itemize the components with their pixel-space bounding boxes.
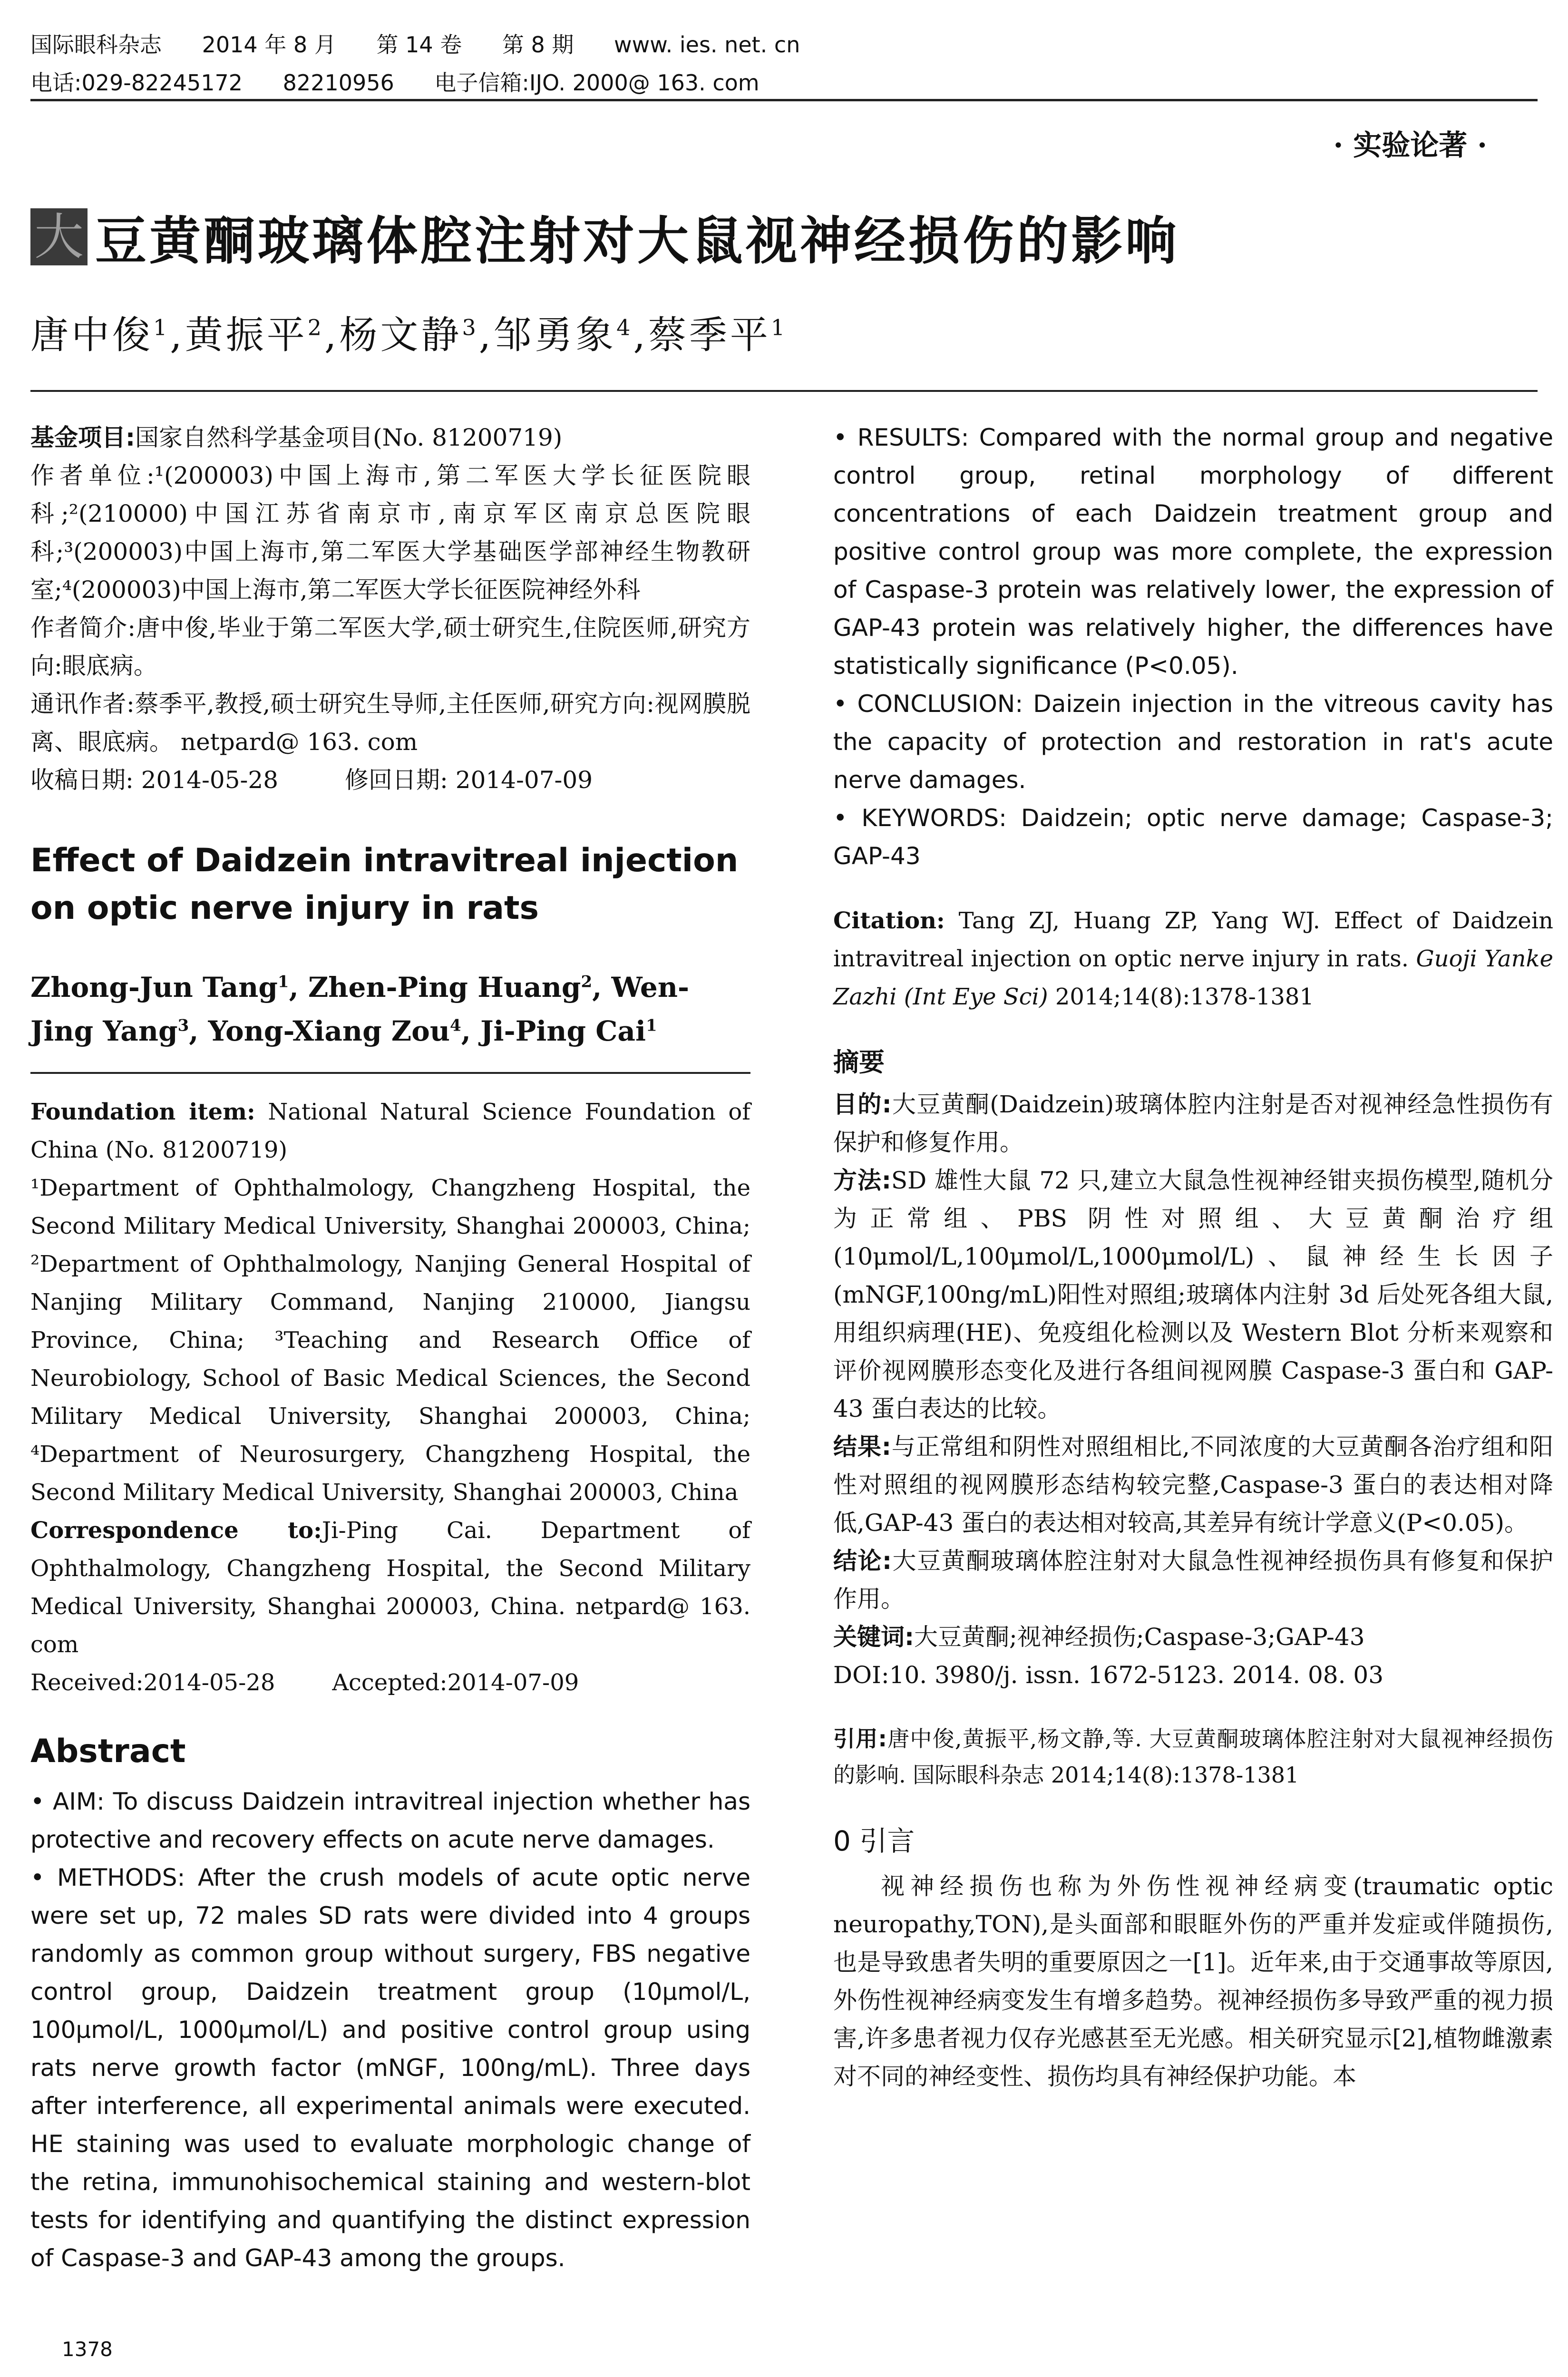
bio-text: 唐中俊,毕业于第二军医大学,硕士研究生,住院医师,研究方向:眼底病。 — [30, 614, 750, 680]
affil-label: 作者单位: — [30, 462, 155, 489]
citation-cn-text: 唐中俊,黄振平,杨文静,等. 大豆黄酮玻璃体腔注射对大鼠视神经损伤的影响. 国际眼科杂志 2014;14(8):1378-1381 — [833, 1726, 1553, 1788]
title-en: Effect of Daidzein intravitreal injection on optic nerve injury in rats — [30, 842, 739, 927]
corr-en-label: Correspondence to: — [30, 1517, 322, 1544]
abstract-aim: • AIM: To discuss Daidzein intravitreal injection whether has protective and recovery effects on acute nerve damages. — [30, 1788, 750, 1853]
fund-text: 国家自然科学基金项目(No. 81200719) — [135, 424, 563, 451]
methods-text: SD 雄性大鼠 72 只,建立大鼠急性视神经钳夹损伤模型,随机分为正常组、PBS 阴性对照组、大豆黄酮治疗组(10μmol/L,100μmol/L,1000μmol/L)、鼠神经生长因子(mNGF,100ng/mL)阳性对照组;玻璃体内注射 3d 后处死各组大鼠,用组织病理(HE)、免疫组化检测以及 Western Blot 分析来观察和评价视网膜形态变化及进行各组间视网膜 Caspase-3 蛋白和 GAP-43 蛋白表达的比较。 — [833, 1167, 1553, 1422]
author-cn: 黄振平 — [185, 313, 308, 357]
corr-en-text: Ji-Ping Cai. Department of Ophthalmology, Changzheng Hospital, the Second Military Medical University, Shanghai 200003, China. netpard@ 163. com — [30, 1517, 750, 1658]
title-rule — [30, 390, 1538, 392]
dates-en — [30, 1664, 750, 1702]
author-cn: 唐中俊 — [30, 313, 153, 357]
citation-cn — [833, 1721, 1553, 1793]
affiliation-cn — [30, 457, 750, 609]
author-sup: 1 — [645, 1016, 657, 1035]
objective-label: 目的: — [833, 1091, 892, 1118]
spacer — [833, 1793, 1553, 1820]
dates-cn — [30, 761, 750, 799]
keywords-text: 大豆黄酮;视神经损伤;Caspase-3;GAP-43 — [914, 1623, 1365, 1651]
results-label: 结果: — [833, 1433, 891, 1461]
conclusion-label: 结论: — [833, 1547, 892, 1575]
issue-date: 2014 年 8 月 — [202, 32, 336, 58]
objective-text: 大豆黄酮(Daidzein)玻璃体腔内注射是否对视神经急性损伤有保护和修复作用。 — [833, 1091, 1553, 1156]
citation-label: Citation: — [833, 907, 945, 934]
abstract-cn-results — [833, 1428, 1553, 1542]
journal-name: 国际眼科杂志 — [30, 32, 162, 58]
doi: DOI:10. 3980/j. issn. 1672-5123. 2014. 08. 03 — [833, 1661, 1384, 1689]
website: www. ies. net. cn — [614, 32, 800, 58]
foundation-text: National Natural Science Foundation of China (No. 81200719) — [30, 1099, 750, 1163]
abstract-cn-keywords — [833, 1618, 1553, 1656]
author-en: Yong-Xiang Zou — [208, 1015, 450, 1047]
abstract-cn-objective — [833, 1085, 1553, 1161]
foundation-item-en — [30, 1093, 750, 1169]
author-en: Wen-Jing Yang — [30, 971, 690, 1047]
abstract-cn-conclusion — [833, 1542, 1553, 1618]
foundation-label: Foundation item: — [30, 1099, 255, 1125]
title-text: 豆黄酮玻璃体腔注射对大鼠视神经损伤的影响 — [95, 212, 1180, 271]
issue: 第 8 期 — [502, 32, 574, 58]
left-column — [30, 419, 750, 2277]
right-column — [833, 419, 1553, 2095]
results-text: 与正常组和阴性对照组相比,不同浓度的大豆黄酮各治疗组和阳性对照组的视网膜形态结构较完整,Caspase-3 蛋白的表达相对降低,GAP-43 蛋白的表达相对较高,其差异有统计学意义(P<0.05)。 — [833, 1433, 1553, 1537]
author-cn: 蔡季平 — [648, 313, 771, 357]
corresponding-author-cn — [30, 685, 750, 761]
divider — [30, 1072, 750, 1074]
fund-item — [30, 419, 750, 457]
abstract-heading: Abstract — [30, 1733, 186, 1770]
spacer — [833, 875, 1553, 902]
intro-paragraph: 视神经损伤也称为外伤性视神经病变(traumatic optic neuropathy,TON),是头面部和眼眶外伤的严重并发症或伴随损伤,也是导致患者失明的重要原因之一[1]。近年来,由于交通事故等原因,外伤性视神经病变发生有增多趋势。视神经损伤多导致严重的视力损害,许多患者视力仅存光感甚至无光感。相关研究显示[2],植物雌激素对不同的神经变性、损伤均具有神经保护功能。本 — [833, 1872, 1553, 2090]
phone: 电话:029-82245172 — [30, 70, 243, 96]
citation-cn-label: 引用: — [833, 1726, 887, 1752]
author-sup: 4 — [616, 314, 633, 341]
fund-label: 基金项目: — [30, 424, 135, 451]
author-cn: 杨文静 — [339, 313, 462, 357]
journal-header-line2 — [30, 66, 793, 97]
page-number: 1378 — [62, 2338, 113, 2361]
authors-en: Zhong-Jun Tang$^1$, Zhen-Ping Huang$^2$, Wen-Jing Yang$^3$, Yong-Xiang Zou$^4$, Ji-Ping Cai$^1$ — [30, 971, 690, 1047]
keywords-label: 关键词: — [833, 1623, 914, 1651]
author-sup: 4 — [450, 1016, 461, 1035]
corr-text: 蔡季平,教授,硕士研究生导师,主任医师,研究方向:视网膜脱离、眼底病。 netpard@ 163. com — [30, 690, 750, 756]
citation-text: Tang ZJ, Huang ZP, Yang WJ. Effect of Daidzein intravitreal injection on optic nerve injury in rats. — [833, 907, 1553, 972]
author-sup: 2 — [581, 972, 593, 992]
spacer — [833, 1016, 1553, 1042]
corr-label: 通讯作者: — [30, 690, 135, 718]
affiliation-en: ¹Department of Ophthalmology, Changzheng Hospital, the Second Military Medical University, Shanghai 200003, China; ²Department of Ophthalmology, Nanjing General Hospital of Nanjing Military Command, Nanjing 210000, Jiangsu Province, China; ³Teaching and Research Office of Neurobiology, School of Basic Medical Sciences, the Second Military Medical University, Shanghai 200003, China; ⁴Department of Neurosurgery, Changzheng Hospital, the Second Military Medical University, Shanghai 200003, China — [30, 1175, 750, 1506]
received-cn: 收稿日期: 2014-05-28 — [30, 766, 279, 794]
conclusion-text: 大豆黄酮玻璃体腔注射对大鼠急性视神经损伤具有修复和保护作用。 — [833, 1547, 1553, 1613]
author-sup: 3 — [462, 314, 479, 341]
author-sup: 1 — [153, 314, 170, 341]
section-tag: · 实验论著 · — [1333, 129, 1487, 162]
citation-tail: 2014;14(8):1378-1381 — [1055, 984, 1314, 1010]
revised-cn: 修回日期: 2014-07-09 — [345, 766, 593, 794]
author-sup: 1 — [277, 972, 289, 992]
abstract-methods: • METHODS: After the crush models of acute optic nerve were set up, 72 males SD rats were divided into 4 groups randomly as common group without surgery, FBS negative control group, Daidzein treatment group (10μmol/L, 100μmol/L, 1000μmol/L) and positive control group using rats nerve growth factor (mNGF, 100ng/mL). Three days after interference, all experimental animals were executed. HE staining was used to evaluate morphologic change of the retina, immunohisochemical staining and western-blot tests for identifying and quantifying the distinct expression of Caspase-3 and GAP-43 among the groups. — [30, 1864, 750, 2272]
abstract-results: • RESULTS: Compared with the normal group and negative control group, retinal morphology of different concentrations of each Daidzein treatment group and positive control group was more complete, the expression of Caspase-3 protein was relatively lower, the expression of GAP-43 protein was relatively higher, the differences have statistically significance (P<0.05). — [833, 424, 1553, 680]
correspondence-en — [30, 1511, 750, 1664]
volume: 第 14 卷 — [376, 32, 462, 58]
received-en: Received:2014-05-28 — [30, 1669, 275, 1696]
abstract-cn-heading: 摘要 — [833, 1047, 885, 1077]
abstract-cn-methods — [833, 1161, 1553, 1428]
bio-label: 作者简介: — [30, 614, 136, 642]
accepted-en: Accepted:2014-07-09 — [332, 1669, 579, 1696]
authors-cn: 唐中俊$^1$,黄振平$^2$,杨文静$^3$,邹勇象$^4$,蔡季平$^1$ — [30, 313, 788, 357]
header-rule — [30, 99, 1538, 101]
title-first-char: 大 — [30, 208, 88, 265]
abstract-keywords: • KEYWORDS: Daidzein; optic nerve damage; Caspase-3; GAP-43 — [833, 804, 1553, 870]
citation-journal: Guoji Yanke Zazhi (Int Eye Sci) — [833, 945, 1553, 1010]
spacer — [833, 1694, 1553, 1721]
journal-header-line1 — [30, 28, 833, 59]
author-en: Zhen-Ping Huang — [308, 971, 581, 1003]
author-sup: 2 — [307, 314, 324, 341]
affil-text: ¹(200003)中国上海市,第二军医大学长征医院眼科;²(210000)中国江苏省南京市,南京军区南京总医院眼科;³(200003)中国上海市,第二军医大学基础医学部神经生物教研室;⁴(200003)中国上海市,第二军医大学长征医院神经外科 — [30, 462, 750, 604]
author-bio — [30, 609, 750, 685]
email: 电子信箱:IJO. 2000@ 163. com — [434, 70, 760, 96]
author-cn: 邹勇象 — [494, 313, 617, 357]
article-title — [30, 200, 1179, 273]
methods-label: 方法: — [833, 1167, 891, 1194]
abstract-conclusion: • CONCLUSION: Daizein injection in the vitreous cavity has the capacity of protection and restoration in rat's acute nerve damages. — [833, 690, 1553, 794]
author-sup: 1 — [770, 314, 788, 341]
author-en: Ji-Ping Cai — [480, 1015, 646, 1047]
author-sup: 3 — [177, 1016, 189, 1035]
author-en: Zhong-Jun Tang — [30, 971, 278, 1003]
citation-en — [833, 902, 1553, 1016]
intro-heading: 0 引言 — [833, 1825, 915, 1857]
phone-2: 82210956 — [282, 70, 394, 96]
